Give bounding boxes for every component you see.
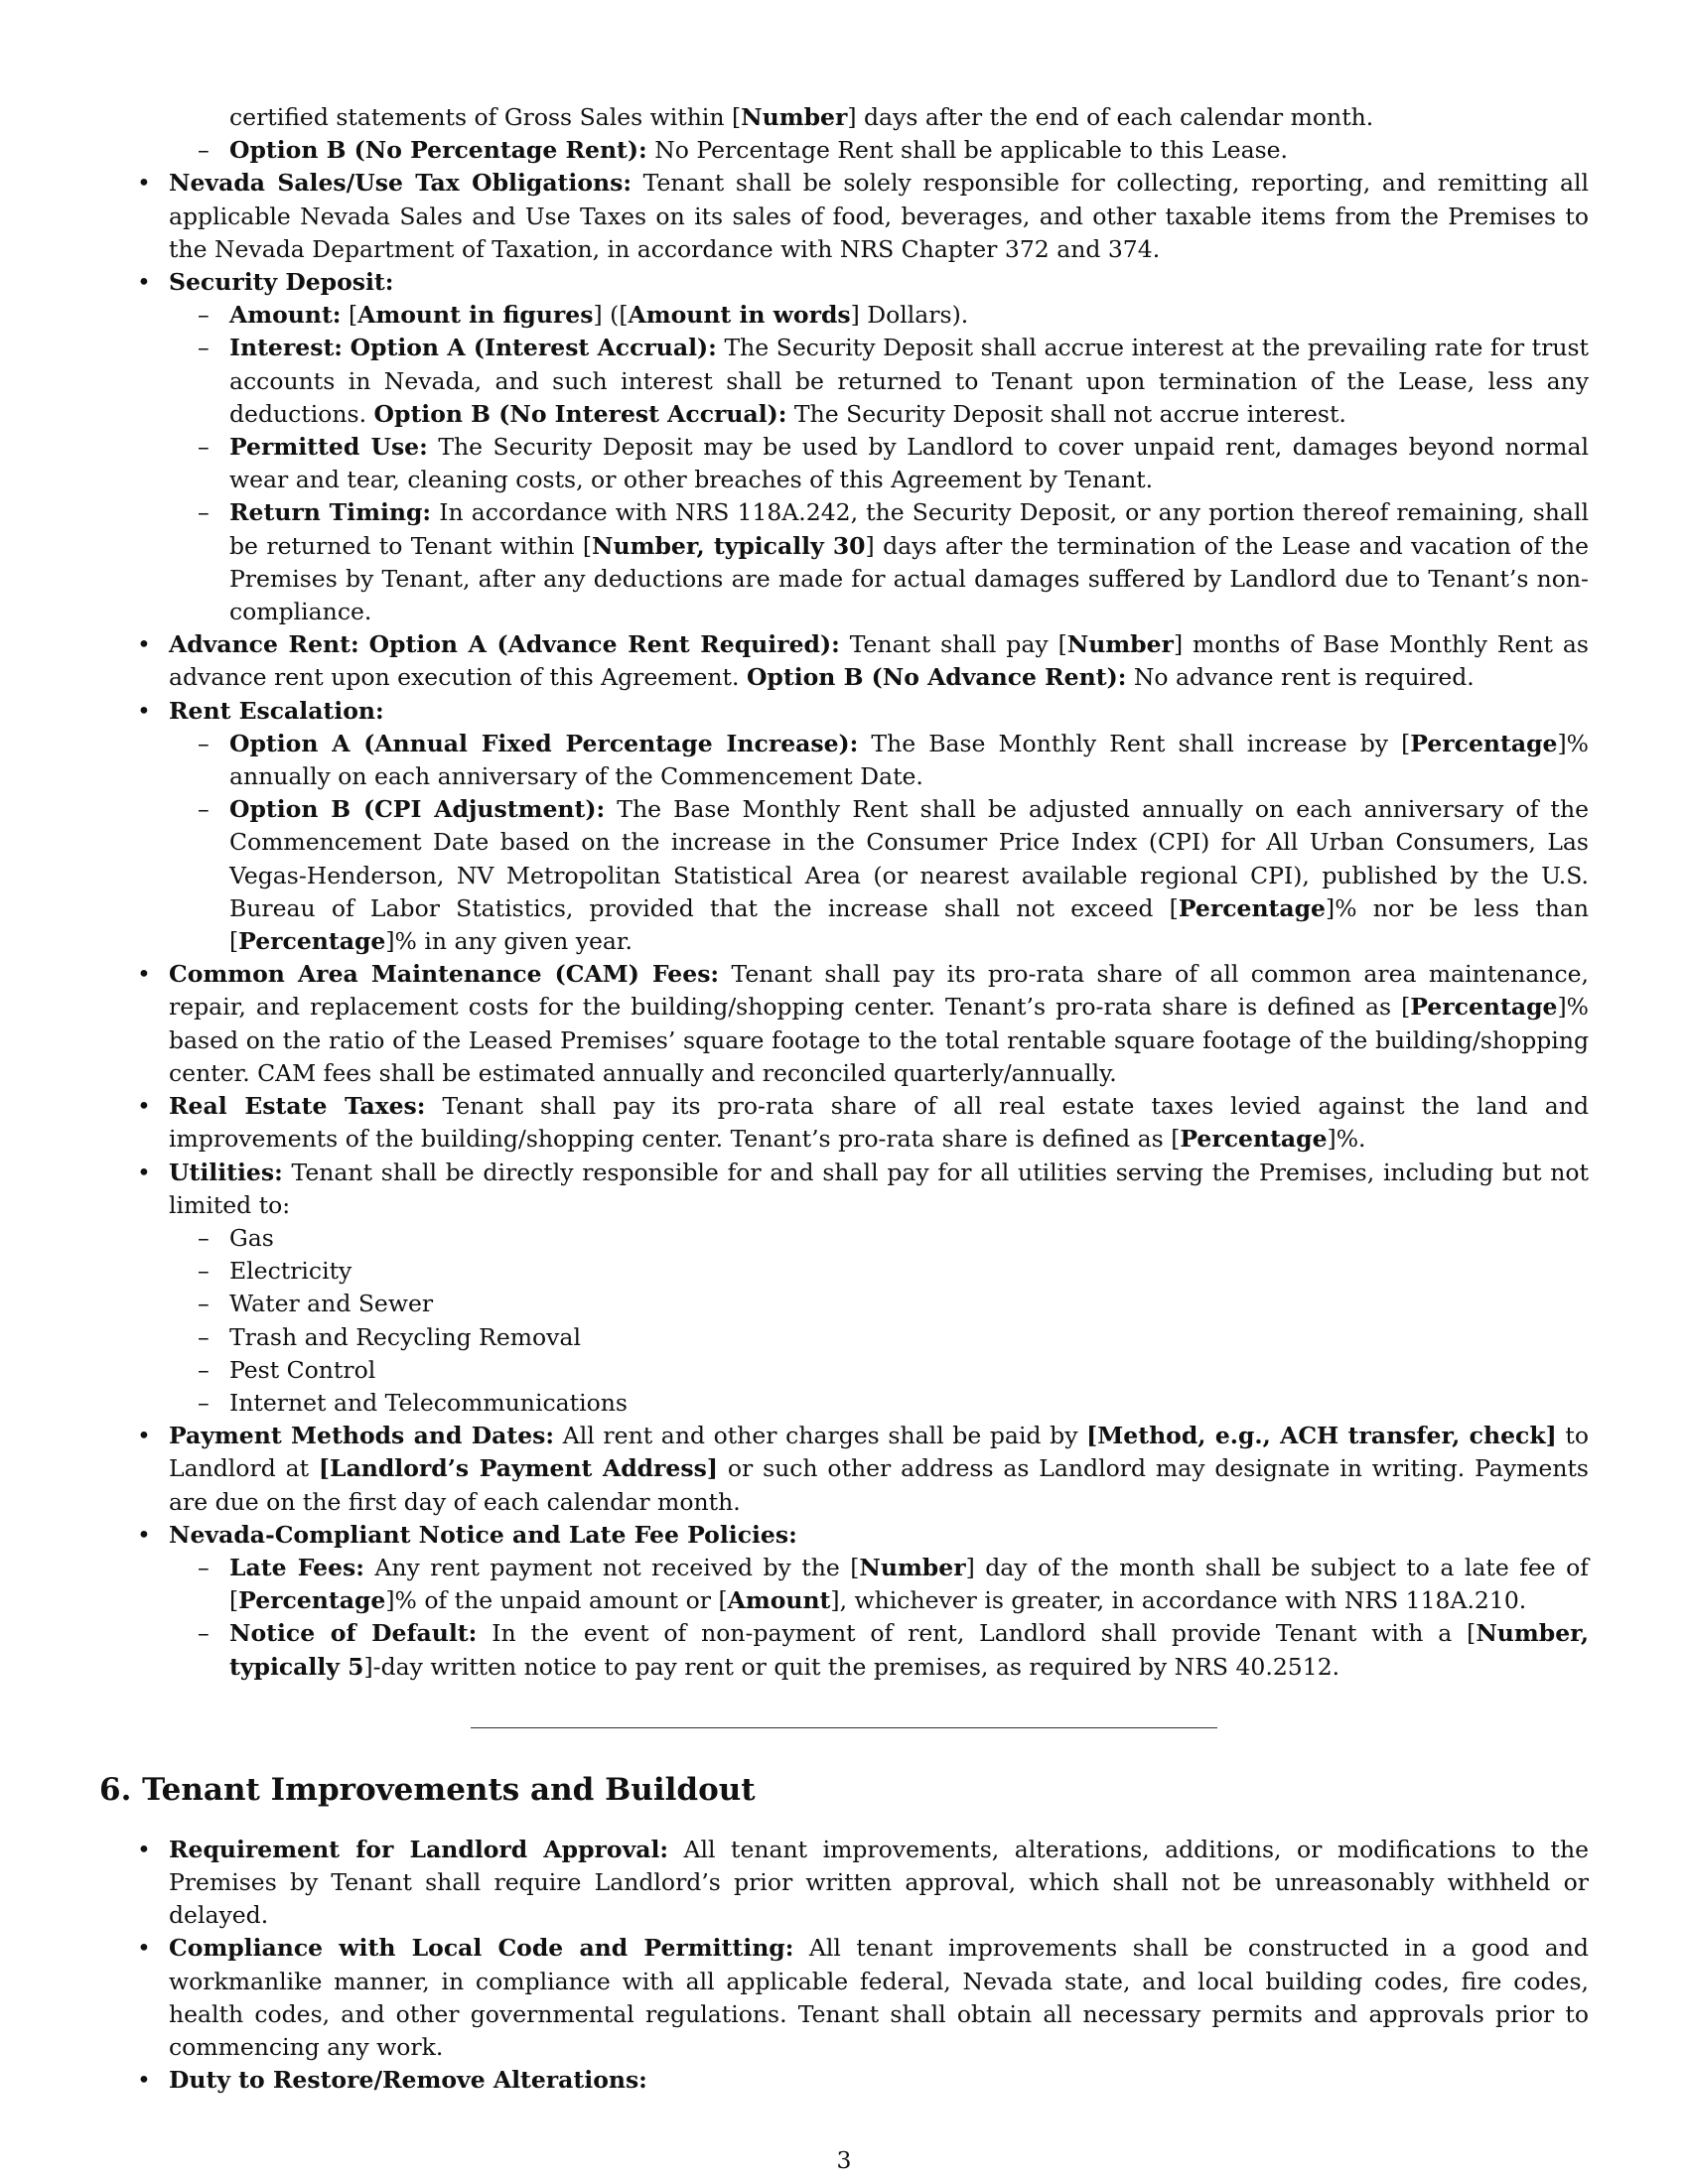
utility-trash-recycling: – Trash and Recycling Removal [229,1321,1589,1354]
utility-electricity: – Electricity [229,1255,1589,1288]
rent-escalation-option-a: – Option A (Annual Fixed Percentage Increase): The Base Monthly Rent shall increase by [Percentage]% annually on each anniversary of the Commencement Date. [229,728,1589,793]
utility-gas: – Gas [229,1222,1589,1255]
security-deposit-return-timing: – Return Timing: In accordance with NRS 118A.242, the Security Deposit, or any portion thereof remaining, shall be returned to Tenant within [Number, typically 30] days after the termination of the Lease and vacation of the Premises by Tenant, after any deductions are made for actual damages suffered by Landlord due to Tenant’s non-compliance. [229,496,1589,628]
sales-tax-item: • Nevada Sales/Use Tax Obligations: Tenant shall be solely responsible for collecting, reporting, and remitting all applicable Nevada Sales and Use Taxes on its sales of food, beverages, and other taxable items from the Premises to the Nevada Department of Taxation, in accordance with NRS Chapter 372 and 374. [169,167,1589,266]
page-content [0,101,1688,2097]
restore-alterations-item: • Duty to Restore/Remove Alterations: [169,2064,1589,2097]
security-deposit-interest: – Interest: Option A (Interest Accrual): The Security Deposit shall accrue interest at the prevailing rate for trust accounts in Nevada, and such interest shall be returned to Tenant upon termination of the Lease, less any deductions. Option B (No Interest Accrual): The Security Deposit shall not accrue interest. [229,332,1589,431]
rent-escalation-item: • Rent Escalation: [169,695,1589,728]
rent-escalation-option-b: – Option B (CPI Adjustment): The Base Monthly Rent shall be adjusted annually on each anniversary of the Commencement Date based on the increase in the Consumer Price Index (CPI) for All Urban Consumers, Las Vegas-Henderson, NV Metropolitan Statistical Area (or nearest available regional CPI), published by the U.S. Bureau of Labor Statistics, provided that the increase shall not exceed [Percentage]% nor be less than [Percentage]% in any given year. [229,793,1589,958]
utility-pest-control: – Pest Control [229,1354,1589,1387]
security-deposit-permitted-use: – Permitted Use: The Security Deposit may be used by Landlord to cover unpaid rent, damages beyond normal wear and tear, cleaning costs, or other breaches of this Agreement by Tenant. [229,431,1589,496]
security-deposit-amount: – Amount: [Amount in figures] ([Amount in words] Dollars). [229,299,1589,332]
section-divider [471,1727,1217,1728]
security-deposit-item: • Security Deposit: [169,266,1589,299]
notice-late-fee-item: • Nevada-Compliant Notice and Late Fee Policies: [169,1519,1589,1552]
payment-methods-item: • Payment Methods and Dates: All rent and other charges shall be paid by [Method, e.g., ACH transfer, check] to Landlord at [Landlord’s Payment Address] or such other address as Landlord may designate in writing. Payments are due on the first day of each calendar month. [169,1420,1589,1519]
real-estate-taxes-item: • Real Estate Taxes: Tenant shall pay its pro-rata share of all real estate taxes levied against the land and improvements of the building/shopping center. Tenant’s pro-rata share is defined as [Percentage]%. [169,1090,1589,1156]
utilities-item: • Utilities: Tenant shall be directly responsible for and shall pay for all utilities serving the Premises, including but not limited to: [169,1157,1589,1222]
late-fees: – Late Fees: Any rent payment not received by the [Number] day of the month shall be subject to a late fee of [Percentage]% of the unpaid amount or [Amount], whichever is greater, in accordance with NRS 118A.210. [229,1552,1589,1617]
section-6-heading: 6. Tenant Improvements and Buildout [99,1771,756,1808]
utility-internet-telecom: – Internet and Telecommunications [229,1387,1589,1420]
cam-fees-item: • Common Area Maintenance (CAM) Fees: Tenant shall pay its pro-rata share of all common area maintenance, repair, and replacement costs for the building/shopping center. Tenant’s pro-rata share is defined as [Percentage]% based on the ratio of the Leased Premises’ square footage to the total rentable square footage of the building/shopping center. CAM fees shall be estimated annually and reconciled quarterly/annually. [169,958,1589,1090]
utility-water-sewer: – Water and Sewer [229,1288,1589,1320]
page-number: 3 [836,2146,852,2174]
advance-rent-item: • Advance Rent: Option A (Advance Rent Required): Tenant shall pay [Number] months of Base Monthly Rent as advance rent upon execution of this Agreement. Option B (No Advance Rent): No advance rent is required. [169,628,1589,694]
percentage-rent-continuation: certified statements of Gross Sales within [Number] days after the end of each calendar month. [229,103,1374,131]
percentage-rent-option-b: – Option B (No Percentage Rent): No Percentage Rent shall be applicable to this Lease. [229,134,1589,167]
code-compliance-item: • Compliance with Local Code and Permitting: All tenant improvements shall be constructed in a good and workmanlike manner, in compliance with all applicable federal, Nevada state, and local building codes, fire codes, health codes, and other governmental regulations. Tenant shall obtain all necessary permits and approvals prior to commencing any work. [169,1932,1589,2064]
notice-of-default: – Notice of Default: In the event of non-payment of rent, Landlord shall provide Tenant with a [Number, typically 5]-day written notice to pay rent or quit the premises, as required by NRS 40.2512. [229,1617,1589,1683]
landlord-approval-item: • Requirement for Landlord Approval: All tenant improvements, alterations, additions, or modifications to the Premises by Tenant shall require Landlord’s prior written approval, which shall not be unreasonably withheld or delayed. [169,1834,1589,1933]
